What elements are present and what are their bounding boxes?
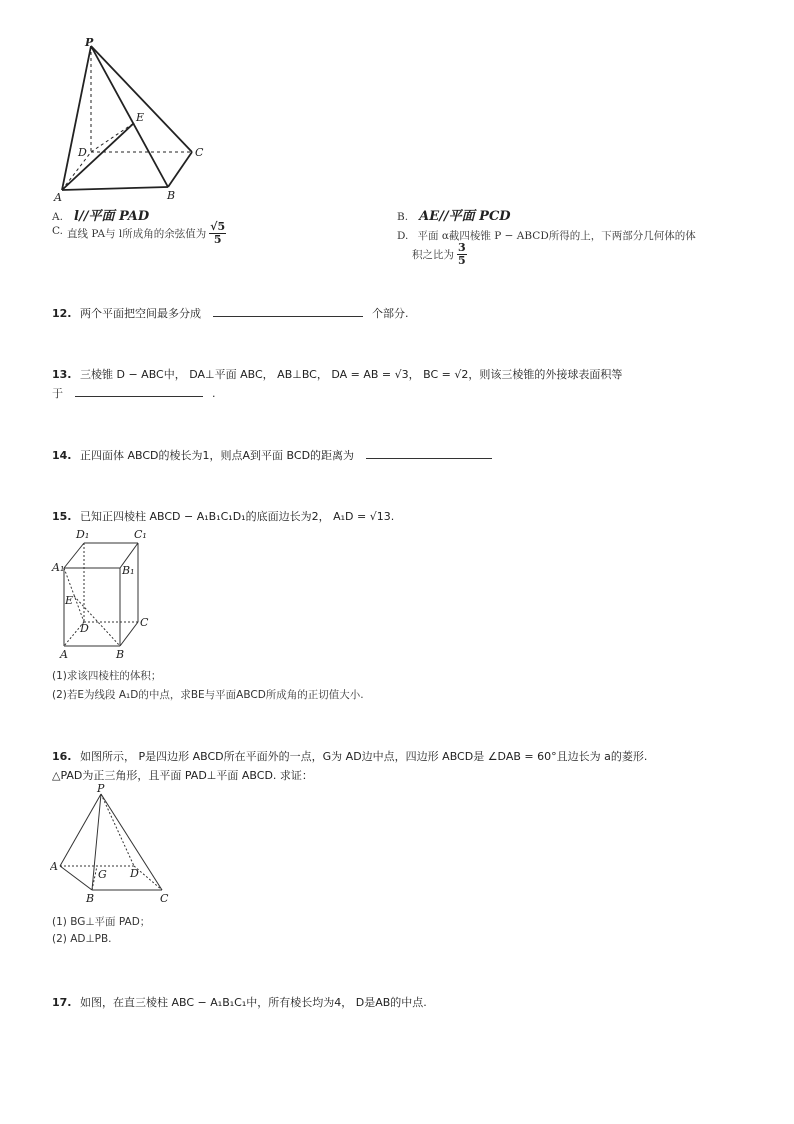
option-C <box>67 221 226 246</box>
label-A1: A₁ <box>52 561 65 574</box>
question-15 <box>52 508 394 524</box>
question-15-text: 已知正四棱柱 ABCD − A₁B₁C₁D₁的底面边长为2， A₁D = √13. <box>80 510 395 523</box>
question-15-sub1: (1)求该四棱柱的体积； <box>52 670 162 682</box>
edge-PD-dashed <box>101 794 134 866</box>
question-15-sub2: (2)若E为线段 A₁D的中点，求BE与平面ABCD所成角的正切值大小. <box>52 689 364 701</box>
question-16-text-line1: 如图所示， P是四边形 ABCD所在平面外的一点，G为 AD边中点，四边形 ABCD是 ∠DAB = 60°且边长为 a的菱形. <box>80 750 648 763</box>
edge-D1A1 <box>64 543 84 568</box>
option-C-numerator: √5 <box>210 220 226 233</box>
option-A-text: l//平面 PAD <box>74 209 150 224</box>
option-D-text-line1: 平面 α截四棱锥 P − ABCD所得的上，下两部分几何体的体 <box>417 230 696 242</box>
label-G: G <box>98 868 107 881</box>
edge-PC <box>91 46 192 152</box>
label-B: B <box>86 892 95 905</box>
question-14-number: 14. <box>52 449 72 462</box>
option-A-label: A. <box>52 211 63 223</box>
label-B1: B₁ <box>122 564 135 577</box>
question-13-number: 13. <box>52 368 72 381</box>
question-14-answer-blank[interactable] <box>366 448 492 459</box>
option-C-denominator: 5 <box>213 233 222 246</box>
label-D1: D₁ <box>76 528 90 541</box>
edge-PA <box>62 46 91 190</box>
label-B: B <box>116 648 125 661</box>
label-C: C <box>140 616 149 629</box>
label-A: A <box>60 648 68 661</box>
question-13-prefix: 于 <box>52 387 63 400</box>
option-D-label: D. <box>397 230 409 242</box>
option-D-text-line2: 积之比为 <box>412 249 454 261</box>
label-A: A <box>50 860 58 873</box>
option-C-fraction <box>209 221 226 246</box>
label-D: D <box>78 146 87 159</box>
option-D-numerator: 3 <box>458 241 466 254</box>
label-C1: C₁ <box>134 528 147 541</box>
label-D: D <box>130 867 139 880</box>
option-C-label: C. <box>52 225 63 237</box>
option-B-label: B. <box>397 211 409 223</box>
option-D <box>397 224 696 243</box>
question-15-number: 15. <box>52 510 72 523</box>
question-12-tail: 个部分. <box>372 307 409 320</box>
question-12 <box>52 305 409 321</box>
option-C-text: 直线 PA与 l所成角的余弦值为 <box>67 228 207 240</box>
label-C: C <box>160 892 169 905</box>
edge-DE-dashed <box>91 123 134 152</box>
question-16-sub1: (1) BG⊥平面 PAD； <box>52 916 151 928</box>
question-13-line1 <box>52 366 622 382</box>
label-E: E <box>65 594 74 607</box>
edge-AB <box>60 866 92 890</box>
edge-BC <box>120 622 138 646</box>
question-13-tail: . <box>212 387 216 400</box>
option-D-line2 <box>412 242 467 267</box>
question-16-line1 <box>52 748 647 764</box>
question-17-number: 17. <box>52 996 72 1009</box>
option-B-text: AE//平面 PCD <box>419 209 511 224</box>
question-14 <box>52 447 492 463</box>
label-P: P <box>85 36 94 49</box>
edge-BC <box>168 152 192 187</box>
option-B <box>397 205 511 224</box>
question-12-text: 两个平面把空间最多分成 <box>80 307 201 320</box>
edge-AB <box>62 187 168 190</box>
label-P: P <box>97 784 105 795</box>
question-16-number: 16. <box>52 750 72 763</box>
question-14-text: 正四面体 ABCD的棱长为1，则点A到平面 BCD的距离为 <box>80 449 355 462</box>
question-13-text: 三棱锥 D − ABC中， DA⊥平面 ABC， AB⊥BC， DA = AB = √3， BC = √2，则该三棱锥的外接球表面积等 <box>80 368 623 381</box>
label-B: B <box>167 189 176 202</box>
rhombus-pyramid-figure <box>50 784 174 906</box>
question-13-answer-blank[interactable] <box>75 386 203 397</box>
label-A: A <box>54 191 62 204</box>
label-E: E <box>136 111 145 124</box>
edge-EB-dashed <box>74 596 120 646</box>
question-12-answer-blank[interactable] <box>213 306 363 317</box>
pyramid-figure <box>50 36 220 204</box>
question-16-line2: △PAD为正三角形，且平面 PAD⊥平面 ABCD. 求证： <box>52 769 313 782</box>
edge-PB <box>91 46 168 187</box>
label-D: D <box>80 622 89 635</box>
option-D-denominator: 5 <box>458 254 466 267</box>
option-D-fraction <box>457 242 467 267</box>
question-17 <box>52 994 427 1010</box>
prism-figure <box>50 526 160 662</box>
question-16-sub2: (2) AD⊥PB. <box>52 933 112 945</box>
question-17-text: 如图，在直三棱柱 ABC − A₁B₁C₁中，所有棱长均为4， D是AB的中点. <box>80 996 427 1009</box>
label-C: C <box>195 146 204 159</box>
question-13-line2 <box>52 385 216 401</box>
question-12-number: 12. <box>52 307 72 320</box>
